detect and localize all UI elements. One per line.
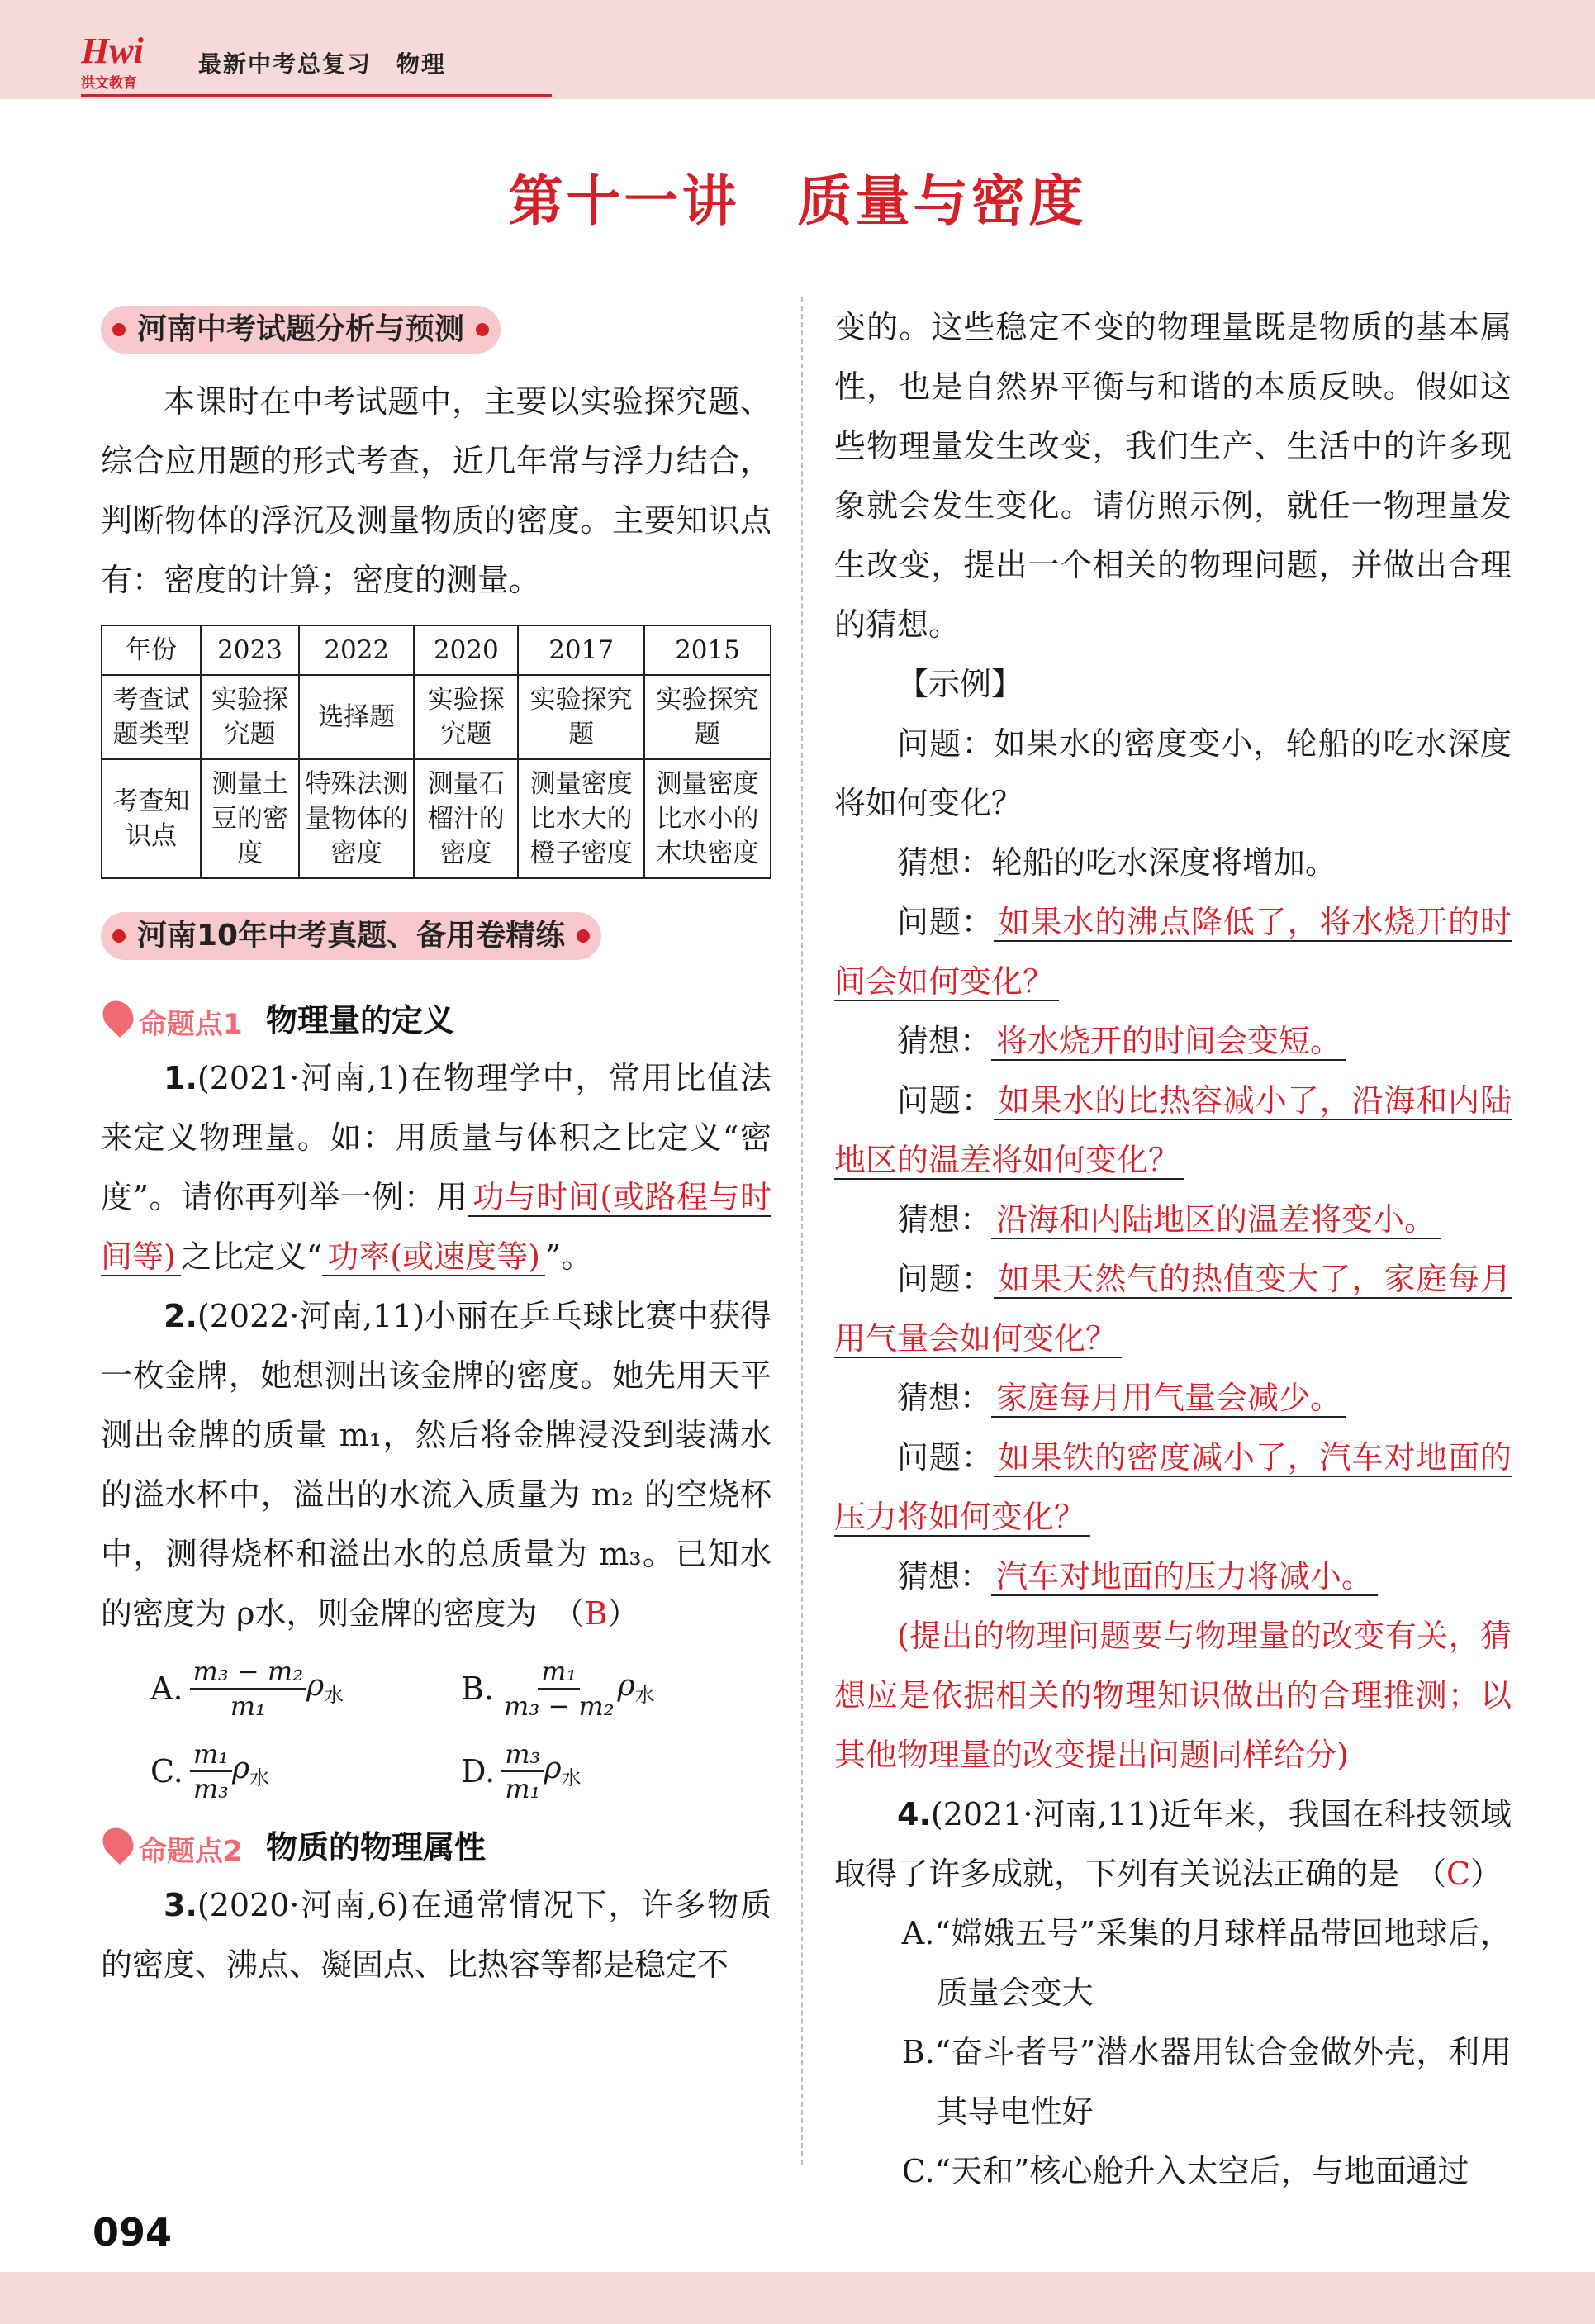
year-cell: 2022 xyxy=(299,625,414,675)
question-label: 问题： xyxy=(897,1261,994,1297)
guess-label: 猜想： xyxy=(897,1023,992,1059)
rho-symbol xyxy=(306,1669,344,1708)
type-cell: 实验探究题 xyxy=(201,675,299,759)
table-row xyxy=(102,625,771,675)
fraction xyxy=(501,1737,544,1805)
topic-label: 命题点1 xyxy=(139,1007,243,1041)
question-text: 在物理学中，常用比值法来定义物理量。如：用质量与体积之比定义“密度”。请你再列举一例：用 xyxy=(101,1060,771,1215)
table-header-cell: 考查试题类型 xyxy=(102,675,201,759)
fraction-denominator: m₁ xyxy=(505,1773,541,1804)
answer-guess xyxy=(834,1011,1512,1071)
question-text: 在通常情况下，许多物质的密度、沸点、凝固点、比热容等都是稳定不 xyxy=(101,1887,771,1983)
page-number: 094 xyxy=(93,2210,173,2255)
answer-blank: 家庭每月用气量会减少。 xyxy=(991,1380,1346,1418)
option-letter: D. xyxy=(461,1753,496,1789)
question-number: 1. xyxy=(164,1060,197,1096)
topic-title: 物理量的定义 xyxy=(266,1002,455,1038)
year-cell: 2020 xyxy=(414,625,518,675)
fraction-denominator: m₃ xyxy=(192,1773,229,1804)
guess-label: 猜想： xyxy=(897,1558,992,1594)
topic-point-2 xyxy=(101,1822,771,1867)
type-cell: 实验探究题 xyxy=(644,675,771,759)
question-3-continued: 变的。这些稳定不变的物理量既是物质的基本属性，也是自然界平衡与和谐的本质反映。假如这些物理量发生改变，我们生产、生活中的许多现象就会发生变化。请仿照示例，就任一物理量发生改变，提出一个相关的物理问题，并做出合理的猜想。 xyxy=(834,309,1512,643)
point-cell: 测量土豆的密度 xyxy=(201,759,299,878)
section-heading-text: 河南中考试题分析与预测 xyxy=(137,312,465,346)
scoring-note: (提出的物理问题要与物理量的改变有关，猜想应是依据相关的物理知识做出的合理推测；以其他物理量的改变提出问题同样给分) xyxy=(834,1618,1512,1773)
exam-table xyxy=(101,625,771,879)
answer-question xyxy=(834,1071,1512,1190)
point-cell: 测量石榴汁的密度 xyxy=(414,759,518,878)
question-source: (2022·河南,11) xyxy=(197,1298,425,1334)
fraction xyxy=(190,1655,307,1723)
question-label: 问题： xyxy=(897,1439,994,1476)
intro-paragraph: 本课时在中考试题中，主要以实验探究题、综合应用题的形式考查，近几年常与浮力结合，判断物体的浮沉及测量物质的密度。主要知识点有：密度的计算；密度的测量。 xyxy=(101,383,771,598)
bottom-band xyxy=(0,2272,1595,2324)
answer-guess xyxy=(834,1190,1512,1249)
point-cell: 测量密度比水小的木块密度 xyxy=(644,759,771,878)
question-source: (2021·河南,11) xyxy=(930,1796,1160,1832)
question-1 xyxy=(101,1048,771,1286)
type-cell: 实验探究题 xyxy=(518,675,644,759)
drop-icon xyxy=(97,1821,140,1864)
answer-blank: 功率(或速度等) xyxy=(322,1238,545,1276)
option-letter: A. xyxy=(150,1671,183,1707)
year-cell: 2023 xyxy=(201,625,299,675)
bullet-dot-icon xyxy=(112,323,126,336)
question-number: 4. xyxy=(897,1796,931,1832)
topic-point-1 xyxy=(101,995,771,1040)
rho-letter: ρ xyxy=(306,1669,325,1704)
question-text: 之比定义“ xyxy=(180,1238,323,1275)
answer-blank: 沿海和内陆地区的温差将变小。 xyxy=(991,1201,1441,1239)
question-number: 2. xyxy=(164,1298,197,1334)
answer-choice: C xyxy=(1446,1856,1471,1892)
bullet-dot-icon xyxy=(577,929,590,943)
answer-blank: 如果天然气的热值变大了，家庭每月用气量会如何变化？ xyxy=(834,1261,1512,1357)
column-divider xyxy=(801,297,803,2165)
rho-subscript: 水 xyxy=(561,1766,582,1790)
answer-blank: 如果水的比热容减小了，沿海和内陆地区的温差将如何变化？ xyxy=(834,1082,1512,1178)
question-label: 问题： xyxy=(897,1082,994,1119)
fraction xyxy=(190,1737,232,1805)
book-title: 最新中考总复习 物理 xyxy=(198,50,447,78)
rho-subscript: 水 xyxy=(249,1766,270,1790)
fraction-denominator: m₁ xyxy=(230,1690,266,1722)
answer-blank: 功与时间(或路程与时间等) xyxy=(101,1179,771,1275)
answer-blank: 如果水的沸点降低了，将水烧开的时间会如何变化？ xyxy=(834,904,1512,1000)
answer-question xyxy=(834,892,1512,1011)
point-cell: 测量密度比水大的橙子密度 xyxy=(518,759,644,878)
drop-icon xyxy=(97,994,140,1037)
guess-label: 猜想： xyxy=(897,1380,992,1416)
section-heading-analysis xyxy=(101,306,501,354)
answer-guess xyxy=(834,1368,1512,1428)
lecture-title: 第十一讲 质量与密度 xyxy=(508,169,1087,233)
rho-letter: ρ xyxy=(617,1669,635,1704)
answer-blank: 汽车对地面的压力将减小。 xyxy=(991,1558,1378,1596)
rho-subscript: 水 xyxy=(324,1684,344,1708)
option-c: C.“天和”核心舱升入太空后，与地面通过 xyxy=(901,2153,1469,2189)
rho-letter: ρ xyxy=(231,1751,250,1786)
fraction-numerator: m₃ xyxy=(501,1737,544,1772)
table-row xyxy=(102,759,771,878)
options-grid xyxy=(150,1655,771,1805)
option-c xyxy=(150,1737,461,1805)
left-column xyxy=(101,297,771,1994)
year-cell: 2015 xyxy=(644,625,771,675)
header-rule xyxy=(81,94,552,97)
type-cell: 选择题 xyxy=(299,675,414,759)
question-text: 近年来，我国在科技领域取得了许多成就，下列有关说法正确的是 xyxy=(834,1796,1512,1892)
option-b xyxy=(461,1655,771,1723)
question-source: (2021·河南,1) xyxy=(197,1060,410,1096)
bullet-dot-icon xyxy=(476,323,489,336)
option-a: A.“嫦娥五号”采集的月球样品带回地球后，质量会变大 xyxy=(901,1915,1512,2011)
rho-symbol xyxy=(232,1751,269,1790)
table-row xyxy=(102,675,771,759)
logo-text: 洪文教育 xyxy=(81,75,137,92)
question-3-start xyxy=(101,1875,771,1994)
option-d xyxy=(461,1737,771,1805)
question-text: ”。 xyxy=(544,1238,593,1275)
example-label: 【示例】 xyxy=(897,666,1023,702)
example-guess: 猜想：轮船的吃水深度将增加。 xyxy=(897,844,1337,881)
bullet-dot-icon xyxy=(112,929,126,943)
section-heading-text: 河南10年中考真题、备用卷精练 xyxy=(137,919,566,953)
question-4: 4.(2021·河南,11)近年来，我国在科技领域取得了许多成就，下列有关说法正确的是 （C） xyxy=(834,1796,1512,1892)
option-letter: B. xyxy=(461,1671,495,1707)
answer-blank: 如果铁的密度减小了，汽车对地面的压力将如何变化？ xyxy=(834,1439,1512,1535)
example-question: 问题：如果水的密度变小，轮船的吃水深度将如何变化？ xyxy=(834,725,1512,821)
table-header-cell: 年份 xyxy=(102,625,201,675)
option-a xyxy=(150,1655,461,1723)
option-letter: C. xyxy=(150,1753,183,1789)
question-2: 2.(2022·河南,11)小丽在乒乓球比赛中获得一枚金牌，她想测出该金牌的密度。她先用天平测出金牌的质量 m₁，然后将金牌浸没到装满水的溢水杯中，溢出的水流入质量为 m₂ 的空烧杯中，测得烧杯和溢出水的总质量为 m₃。已知水的密度为 ρ水，则金牌的密度为 （B） xyxy=(101,1298,771,1632)
option-b: B.“奋斗者号”潜水器用钛合金做外壳，利用其导电性好 xyxy=(901,2034,1512,2130)
topic-badge xyxy=(101,1823,266,1866)
fraction-numerator: m₃ − m₂ xyxy=(190,1655,307,1690)
table-header-cell: 考查知识点 xyxy=(102,759,201,878)
year-cell: 2017 xyxy=(518,625,644,675)
publisher-logo xyxy=(81,31,173,92)
fraction-denominator: m₃ − m₂ xyxy=(504,1690,615,1722)
logo-mark: Hwi xyxy=(81,31,144,71)
answer-blank: 将水烧开的时间会变短。 xyxy=(991,1023,1346,1061)
fraction xyxy=(501,1655,618,1723)
fraction-numerator: m₁ xyxy=(190,1737,232,1772)
fraction-numerator: m₁ xyxy=(538,1655,580,1690)
guess-label: 猜想： xyxy=(897,1201,992,1238)
rho-symbol xyxy=(618,1669,655,1708)
answer-guess xyxy=(834,1547,1512,1606)
rho-symbol xyxy=(544,1751,581,1790)
right-column xyxy=(834,297,1512,2201)
rho-subscript: 水 xyxy=(634,1684,655,1708)
topic-title: 物质的物理属性 xyxy=(266,1829,487,1865)
question-source: (2020·河南,6) xyxy=(197,1887,410,1923)
answer-question xyxy=(834,1428,1512,1547)
section-heading-practice xyxy=(101,912,601,960)
question-label: 问题： xyxy=(897,904,994,940)
rho-letter: ρ xyxy=(544,1751,562,1786)
topic-badge xyxy=(101,996,266,1039)
page-header xyxy=(0,17,595,92)
point-cell: 特殊法测量物体的密度 xyxy=(299,759,414,878)
answer-question xyxy=(834,1249,1512,1368)
type-cell: 实验探究题 xyxy=(414,675,518,759)
question-number: 3. xyxy=(164,1887,197,1923)
question-text: 小丽在乒乓球比赛中获得一枚金牌，她想测出该金牌的密度。她先用天平测出金牌的质量 m₁，然后将金牌浸没到装满水的溢水杯中，溢出的水流入质量为 m₂ 的空烧杯中，测得烧杯和溢出水的总质量为 m₃。已知水的密度为 ρ水，则金牌的密度为 xyxy=(101,1298,771,1632)
answer-choice: B xyxy=(584,1595,608,1632)
topic-label: 命题点2 xyxy=(139,1834,243,1868)
